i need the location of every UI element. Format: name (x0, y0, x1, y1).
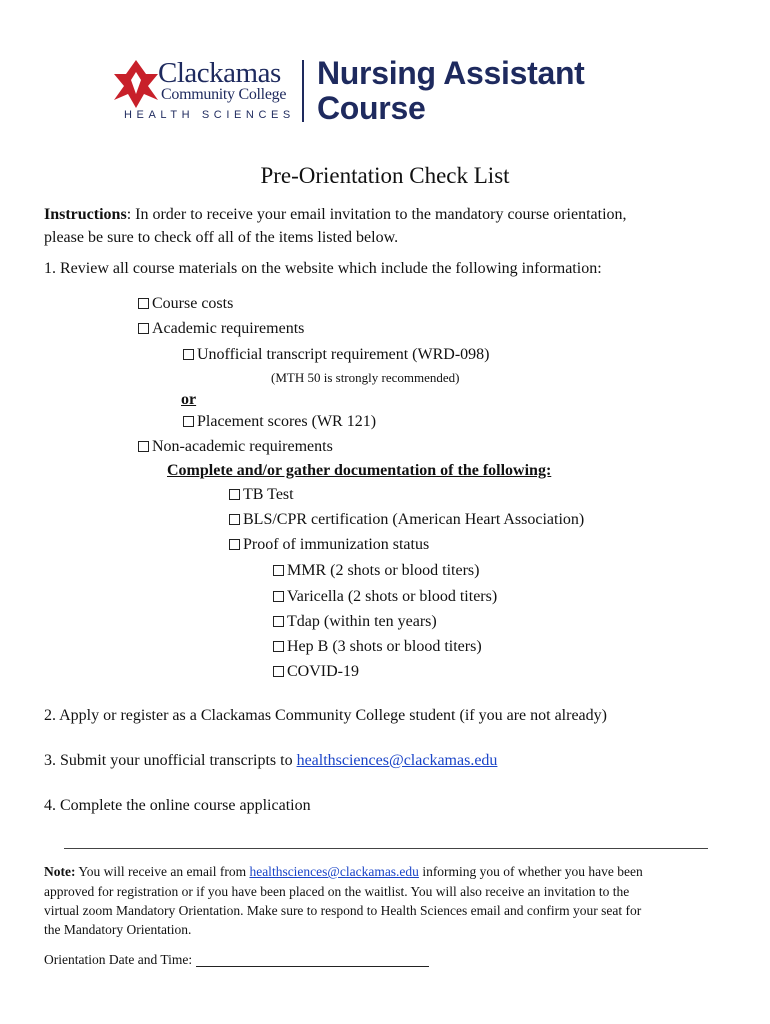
check-label: BLS/CPR certification (American Heart Association) (243, 511, 585, 528)
check-tb (229, 486, 294, 504)
divider (64, 848, 708, 849)
check-label: Course costs (152, 295, 234, 312)
check-placement (183, 413, 376, 431)
check-label: Academic requirements (152, 320, 305, 337)
check-label: Proof of immunization status (243, 536, 430, 553)
course-title (317, 56, 585, 126)
check-non-academic (138, 438, 333, 456)
check-label: MMR (2 shots or blood titers) (287, 562, 480, 579)
check-label: Hep B (3 shots or blood titers) (287, 638, 482, 655)
note-label: Note: (44, 864, 76, 879)
check-varicella (273, 588, 497, 606)
division-name: HEALTH SCIENCES (124, 109, 295, 121)
checkbox[interactable] (273, 641, 284, 652)
checkbox[interactable] (273, 616, 284, 627)
course-title-line2: Course (317, 90, 426, 126)
checkbox[interactable] (229, 489, 240, 500)
check-covid (273, 663, 359, 681)
check-tdap (273, 613, 437, 631)
note-line1 (44, 864, 643, 880)
step-2: 2. Apply or register as a Clackamas Community College student (if you are not already) (44, 707, 607, 724)
checkbox[interactable] (138, 298, 149, 309)
orientation-label: Orientation Date and Time: (44, 952, 193, 967)
check-transcript (183, 346, 490, 364)
instructions-label: Instructions (44, 206, 127, 223)
step-1: 1. Review all course materials on the website which include the following information: (44, 260, 602, 277)
check-label: Varicella (2 shots or blood titers) (287, 588, 498, 605)
checkbox[interactable] (183, 349, 194, 360)
orientation-date-field (44, 952, 429, 968)
checkbox[interactable] (138, 441, 149, 452)
email-link[interactable]: healthsciences@clackamas.edu (296, 752, 498, 769)
college-logo-icon (114, 60, 158, 108)
note-text: You will receive an email from (75, 864, 250, 879)
check-label: TB Test (243, 486, 294, 503)
checkbox[interactable] (229, 539, 240, 550)
mth-note: (MTH 50 is strongly recommended) (271, 370, 460, 385)
check-mmr (273, 562, 479, 580)
check-immunization (229, 536, 429, 554)
orientation-blank-line[interactable] (196, 952, 429, 967)
check-hepb (273, 638, 482, 656)
checkbox[interactable] (273, 666, 284, 677)
check-label: Tdap (within ten years) (287, 613, 437, 630)
step-3 (44, 752, 497, 770)
note-line2: approved for registration or if you have been placed on the waitlist. You will also receive an invitation to the (44, 884, 630, 899)
college-name: Clackamas (158, 57, 281, 89)
check-bls (229, 511, 584, 529)
complete-heading: Complete and/or gather documentation of the following: (167, 462, 552, 479)
check-label: Non-academic requirements (152, 438, 333, 455)
logo-divider (302, 60, 304, 122)
check-label: Placement scores (WR 121) (197, 413, 377, 430)
checkbox[interactable] (138, 323, 149, 334)
or-label: or (181, 391, 197, 408)
note-text: informing you of whether you have been (418, 864, 643, 879)
page-title: Pre-Orientation Check List (260, 163, 510, 188)
step-4: 4. Complete the online course application (44, 797, 311, 814)
check-course-costs (138, 295, 233, 313)
check-label: COVID-19 (287, 663, 359, 680)
check-academic (138, 320, 304, 338)
checkbox[interactable] (183, 416, 194, 427)
instructions-line1 (44, 206, 627, 224)
checkbox[interactable] (229, 514, 240, 525)
college-name-sub: Community College (161, 86, 287, 103)
step-3-text: 3. Submit your unofficial transcripts to (44, 752, 297, 769)
note-line4: the Mandatory Orientation. (44, 922, 192, 937)
note-email-link[interactable]: healthsciences@clackamas.edu (249, 864, 419, 879)
course-title-line1: Nursing Assistant (317, 55, 585, 91)
note-line3: virtual zoom Mandatory Orientation. Make sure to respond to Health Sciences email and confirm your seat for (44, 903, 642, 918)
checkbox[interactable] (273, 591, 284, 602)
instructions-line2: please be sure to check off all of the items listed below. (44, 229, 399, 246)
checkbox[interactable] (273, 565, 284, 576)
check-label: Unofficial transcript requirement (WRD-098) (197, 346, 490, 363)
instructions-text1: : In order to receive your email invitation to the mandatory course orientation, (126, 206, 627, 223)
